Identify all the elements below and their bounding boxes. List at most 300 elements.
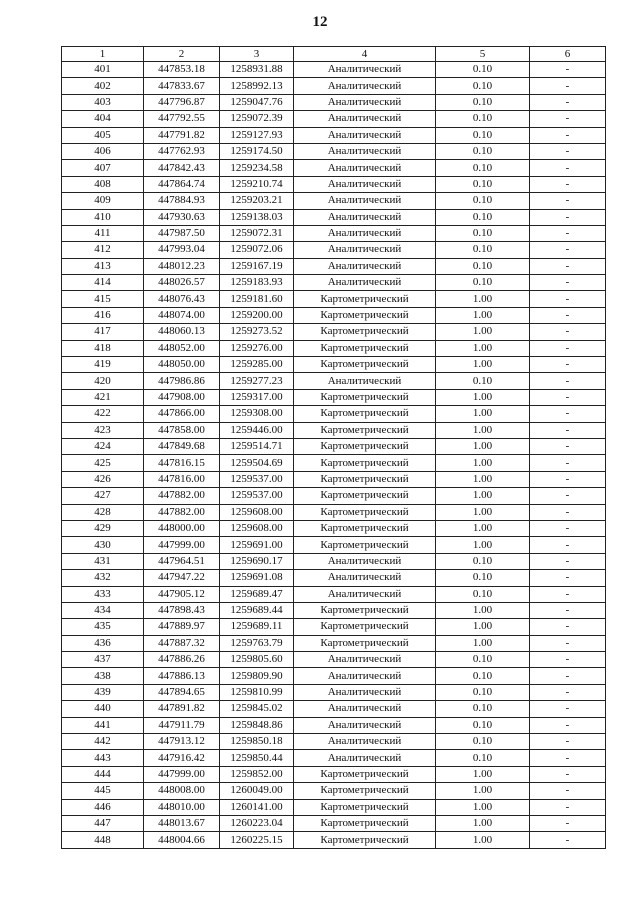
- x-coordinate-cell: 448050.00: [144, 357, 220, 373]
- table-row: [62, 160, 606, 176]
- x-coordinate-cell: 447886.26: [144, 652, 220, 668]
- note-cell: -: [530, 307, 606, 323]
- table-row: [62, 832, 606, 848]
- method-cell: Картометрический: [294, 438, 436, 454]
- x-coordinate-cell: 447964.51: [144, 553, 220, 569]
- accuracy-cell: 0.10: [436, 242, 530, 258]
- table-row: [62, 766, 606, 782]
- y-coordinate-cell: 1259850.44: [220, 750, 294, 766]
- table-row: [62, 176, 606, 192]
- x-coordinate-cell: 448004.66: [144, 832, 220, 848]
- y-coordinate-cell: 1259181.60: [220, 291, 294, 307]
- point-number-cell: 411: [62, 225, 144, 241]
- y-coordinate-cell: 1259504.69: [220, 455, 294, 471]
- accuracy-cell: 0.10: [436, 373, 530, 389]
- note-cell: -: [530, 537, 606, 553]
- note-cell: -: [530, 488, 606, 504]
- point-number-cell: 404: [62, 111, 144, 127]
- table-row: [62, 307, 606, 323]
- accuracy-cell: 0.10: [436, 111, 530, 127]
- table-row: [62, 422, 606, 438]
- table-row: [62, 750, 606, 766]
- note-cell: -: [530, 275, 606, 291]
- point-number-cell: 416: [62, 307, 144, 323]
- point-number-cell: 434: [62, 602, 144, 618]
- y-coordinate-cell: 1260225.15: [220, 832, 294, 848]
- table-row: [62, 652, 606, 668]
- accuracy-cell: 1.00: [436, 520, 530, 536]
- x-coordinate-cell: 448012.23: [144, 258, 220, 274]
- x-coordinate-cell: 447894.65: [144, 684, 220, 700]
- y-coordinate-cell: 1259691.08: [220, 570, 294, 586]
- note-cell: -: [530, 258, 606, 274]
- method-cell: Картометрический: [294, 619, 436, 635]
- y-coordinate-cell: 1259203.21: [220, 193, 294, 209]
- method-cell: Картометрический: [294, 766, 436, 782]
- method-cell: Картометрический: [294, 832, 436, 848]
- point-number-cell: 441: [62, 717, 144, 733]
- x-coordinate-cell: 447905.12: [144, 586, 220, 602]
- y-coordinate-cell: 1259167.19: [220, 258, 294, 274]
- method-cell: Картометрический: [294, 291, 436, 307]
- note-cell: -: [530, 455, 606, 471]
- accuracy-cell: 0.10: [436, 586, 530, 602]
- point-number-cell: 439: [62, 684, 144, 700]
- y-coordinate-cell: 1259446.00: [220, 422, 294, 438]
- point-number-cell: 437: [62, 652, 144, 668]
- x-coordinate-cell: 447849.68: [144, 438, 220, 454]
- y-coordinate-cell: 1259608.00: [220, 504, 294, 520]
- y-coordinate-cell: 1259183.93: [220, 275, 294, 291]
- accuracy-cell: 0.10: [436, 275, 530, 291]
- method-cell: Аналитический: [294, 242, 436, 258]
- x-coordinate-cell: 447792.55: [144, 111, 220, 127]
- accuracy-cell: 1.00: [436, 602, 530, 618]
- x-coordinate-cell: 448052.00: [144, 340, 220, 356]
- table-row: [62, 242, 606, 258]
- method-cell: Аналитический: [294, 160, 436, 176]
- method-cell: Аналитический: [294, 62, 436, 78]
- method-cell: Аналитический: [294, 668, 436, 684]
- header-cell-2: 2: [144, 47, 220, 62]
- x-coordinate-cell: 447816.00: [144, 471, 220, 487]
- header-cell-5: 5: [436, 47, 530, 62]
- accuracy-cell: 1.00: [436, 324, 530, 340]
- note-cell: -: [530, 143, 606, 159]
- y-coordinate-cell: 1259805.60: [220, 652, 294, 668]
- x-coordinate-cell: 447858.00: [144, 422, 220, 438]
- y-coordinate-cell: 1259537.00: [220, 471, 294, 487]
- y-coordinate-cell: 1259689.47: [220, 586, 294, 602]
- table-row: [62, 389, 606, 405]
- table-row: [62, 799, 606, 815]
- x-coordinate-cell: 447987.50: [144, 225, 220, 241]
- method-cell: Аналитический: [294, 553, 436, 569]
- method-cell: Аналитический: [294, 717, 436, 733]
- accuracy-cell: 0.10: [436, 684, 530, 700]
- y-coordinate-cell: 1259691.00: [220, 537, 294, 553]
- note-cell: -: [530, 717, 606, 733]
- accuracy-cell: 1.00: [436, 307, 530, 323]
- method-cell: Аналитический: [294, 734, 436, 750]
- method-cell: Аналитический: [294, 94, 436, 110]
- point-number-cell: 446: [62, 799, 144, 815]
- note-cell: -: [530, 176, 606, 192]
- header-cell-3: 3: [220, 47, 294, 62]
- point-number-cell: 418: [62, 340, 144, 356]
- x-coordinate-cell: 447796.87: [144, 94, 220, 110]
- note-cell: -: [530, 438, 606, 454]
- accuracy-cell: 0.10: [436, 193, 530, 209]
- note-cell: -: [530, 701, 606, 717]
- header-cell-4: 4: [294, 47, 436, 62]
- x-coordinate-cell: 448074.00: [144, 307, 220, 323]
- x-coordinate-cell: 448060.13: [144, 324, 220, 340]
- y-coordinate-cell: 1259210.74: [220, 176, 294, 192]
- point-number-cell: 415: [62, 291, 144, 307]
- table-row: [62, 815, 606, 831]
- method-cell: Аналитический: [294, 586, 436, 602]
- table-row: [62, 94, 606, 110]
- table-row: [62, 111, 606, 127]
- table-row: [62, 570, 606, 586]
- x-coordinate-cell: 448010.00: [144, 799, 220, 815]
- y-coordinate-cell: 1259810.99: [220, 684, 294, 700]
- method-cell: Картометрический: [294, 307, 436, 323]
- y-coordinate-cell: 1259848.86: [220, 717, 294, 733]
- table-row: [62, 291, 606, 307]
- method-cell: Аналитический: [294, 652, 436, 668]
- table-row: [62, 143, 606, 159]
- x-coordinate-cell: 448013.67: [144, 815, 220, 831]
- coordinates-table: [61, 46, 606, 849]
- method-cell: Аналитический: [294, 750, 436, 766]
- note-cell: -: [530, 406, 606, 422]
- point-number-cell: 432: [62, 570, 144, 586]
- point-number-cell: 427: [62, 488, 144, 504]
- point-number-cell: 435: [62, 619, 144, 635]
- table-row: [62, 701, 606, 717]
- note-cell: -: [530, 193, 606, 209]
- method-cell: Аналитический: [294, 111, 436, 127]
- method-cell: Картометрический: [294, 389, 436, 405]
- y-coordinate-cell: 1259072.31: [220, 225, 294, 241]
- point-number-cell: 410: [62, 209, 144, 225]
- y-coordinate-cell: 1258992.13: [220, 78, 294, 94]
- accuracy-cell: 1.00: [436, 389, 530, 405]
- point-number-cell: 420: [62, 373, 144, 389]
- point-number-cell: 423: [62, 422, 144, 438]
- accuracy-cell: 0.10: [436, 570, 530, 586]
- accuracy-cell: 1.00: [436, 422, 530, 438]
- accuracy-cell: 1.00: [436, 488, 530, 504]
- x-coordinate-cell: 447891.82: [144, 701, 220, 717]
- y-coordinate-cell: 1259072.06: [220, 242, 294, 258]
- point-number-cell: 424: [62, 438, 144, 454]
- note-cell: -: [530, 619, 606, 635]
- y-coordinate-cell: 1259852.00: [220, 766, 294, 782]
- y-coordinate-cell: 1259608.00: [220, 520, 294, 536]
- point-number-cell: 431: [62, 553, 144, 569]
- method-cell: Картометрический: [294, 799, 436, 815]
- y-coordinate-cell: 1258931.88: [220, 62, 294, 78]
- accuracy-cell: 1.00: [436, 815, 530, 831]
- y-coordinate-cell: 1259273.52: [220, 324, 294, 340]
- note-cell: -: [530, 127, 606, 143]
- y-coordinate-cell: 1259317.00: [220, 389, 294, 405]
- table-row: [62, 471, 606, 487]
- accuracy-cell: 1.00: [436, 471, 530, 487]
- note-cell: -: [530, 602, 606, 618]
- accuracy-cell: 1.00: [436, 406, 530, 422]
- method-cell: Картометрический: [294, 406, 436, 422]
- accuracy-cell: 1.00: [436, 357, 530, 373]
- table-row: [62, 619, 606, 635]
- x-coordinate-cell: 447887.32: [144, 635, 220, 651]
- method-cell: Картометрический: [294, 324, 436, 340]
- table-row: [62, 193, 606, 209]
- method-cell: Аналитический: [294, 373, 436, 389]
- accuracy-cell: 1.00: [436, 537, 530, 553]
- method-cell: Аналитический: [294, 127, 436, 143]
- point-number-cell: 425: [62, 455, 144, 471]
- accuracy-cell: 0.10: [436, 668, 530, 684]
- method-cell: Аналитический: [294, 701, 436, 717]
- x-coordinate-cell: 447882.00: [144, 504, 220, 520]
- table-row: [62, 225, 606, 241]
- note-cell: -: [530, 799, 606, 815]
- note-cell: -: [530, 734, 606, 750]
- x-coordinate-cell: 447898.43: [144, 602, 220, 618]
- note-cell: -: [530, 783, 606, 799]
- table-row: [62, 209, 606, 225]
- table-row: [62, 373, 606, 389]
- y-coordinate-cell: 1259138.03: [220, 209, 294, 225]
- x-coordinate-cell: 447911.79: [144, 717, 220, 733]
- table-row: [62, 78, 606, 94]
- accuracy-cell: 0.10: [436, 176, 530, 192]
- x-coordinate-cell: 447986.86: [144, 373, 220, 389]
- table-row: [62, 520, 606, 536]
- y-coordinate-cell: 1259276.00: [220, 340, 294, 356]
- accuracy-cell: 1.00: [436, 438, 530, 454]
- point-number-cell: 412: [62, 242, 144, 258]
- note-cell: -: [530, 684, 606, 700]
- point-number-cell: 445: [62, 783, 144, 799]
- accuracy-cell: 0.10: [436, 62, 530, 78]
- x-coordinate-cell: 447886.13: [144, 668, 220, 684]
- method-cell: Картометрический: [294, 422, 436, 438]
- method-cell: Аналитический: [294, 78, 436, 94]
- method-cell: Аналитический: [294, 193, 436, 209]
- point-number-cell: 426: [62, 471, 144, 487]
- y-coordinate-cell: 1259689.11: [220, 619, 294, 635]
- x-coordinate-cell: 448000.00: [144, 520, 220, 536]
- method-cell: Картометрический: [294, 488, 436, 504]
- y-coordinate-cell: 1259845.02: [220, 701, 294, 717]
- point-number-cell: 447: [62, 815, 144, 831]
- y-coordinate-cell: 1259763.79: [220, 635, 294, 651]
- accuracy-cell: 0.10: [436, 258, 530, 274]
- y-coordinate-cell: 1259285.00: [220, 357, 294, 373]
- x-coordinate-cell: 447762.93: [144, 143, 220, 159]
- note-cell: -: [530, 78, 606, 94]
- point-number-cell: 428: [62, 504, 144, 520]
- note-cell: -: [530, 111, 606, 127]
- table-row: [62, 734, 606, 750]
- note-cell: -: [530, 832, 606, 848]
- point-number-cell: 436: [62, 635, 144, 651]
- accuracy-cell: 1.00: [436, 291, 530, 307]
- y-coordinate-cell: 1259689.44: [220, 602, 294, 618]
- y-coordinate-cell: 1259308.00: [220, 406, 294, 422]
- table-row: [62, 455, 606, 471]
- x-coordinate-cell: 447889.97: [144, 619, 220, 635]
- note-cell: -: [530, 340, 606, 356]
- table-row: [62, 717, 606, 733]
- method-cell: Аналитический: [294, 258, 436, 274]
- accuracy-cell: 1.00: [436, 766, 530, 782]
- table-row: [62, 635, 606, 651]
- x-coordinate-cell: 448008.00: [144, 783, 220, 799]
- method-cell: Картометрический: [294, 504, 436, 520]
- point-number-cell: 403: [62, 94, 144, 110]
- x-coordinate-cell: 447864.74: [144, 176, 220, 192]
- accuracy-cell: 0.10: [436, 734, 530, 750]
- note-cell: -: [530, 357, 606, 373]
- note-cell: -: [530, 373, 606, 389]
- method-cell: Картометрический: [294, 520, 436, 536]
- accuracy-cell: 0.10: [436, 160, 530, 176]
- note-cell: -: [530, 750, 606, 766]
- method-cell: Картометрический: [294, 455, 436, 471]
- method-cell: Картометрический: [294, 783, 436, 799]
- point-number-cell: 442: [62, 734, 144, 750]
- accuracy-cell: 0.10: [436, 78, 530, 94]
- accuracy-cell: 1.00: [436, 455, 530, 471]
- note-cell: -: [530, 504, 606, 520]
- y-coordinate-cell: 1260223.04: [220, 815, 294, 831]
- x-coordinate-cell: 447993.04: [144, 242, 220, 258]
- point-number-cell: 405: [62, 127, 144, 143]
- method-cell: Аналитический: [294, 176, 436, 192]
- method-cell: Аналитический: [294, 209, 436, 225]
- table-row: [62, 668, 606, 684]
- point-number-cell: 407: [62, 160, 144, 176]
- accuracy-cell: 1.00: [436, 340, 530, 356]
- point-number-cell: 443: [62, 750, 144, 766]
- point-number-cell: 429: [62, 520, 144, 536]
- accuracy-cell: 1.00: [436, 619, 530, 635]
- y-coordinate-cell: 1259047.76: [220, 94, 294, 110]
- table-row: [62, 684, 606, 700]
- x-coordinate-cell: 447833.67: [144, 78, 220, 94]
- table-row: [62, 62, 606, 78]
- method-cell: Аналитический: [294, 684, 436, 700]
- y-coordinate-cell: 1259537.00: [220, 488, 294, 504]
- note-cell: -: [530, 520, 606, 536]
- table-row: [62, 586, 606, 602]
- accuracy-cell: 0.10: [436, 717, 530, 733]
- note-cell: -: [530, 62, 606, 78]
- x-coordinate-cell: 447866.00: [144, 406, 220, 422]
- table-row: [62, 553, 606, 569]
- point-number-cell: 406: [62, 143, 144, 159]
- table-row: [62, 406, 606, 422]
- y-coordinate-cell: 1260049.00: [220, 783, 294, 799]
- y-coordinate-cell: 1259514.71: [220, 438, 294, 454]
- table-row: [62, 340, 606, 356]
- table-row: [62, 783, 606, 799]
- x-coordinate-cell: 447916.42: [144, 750, 220, 766]
- point-number-cell: 402: [62, 78, 144, 94]
- x-coordinate-cell: 447947.22: [144, 570, 220, 586]
- accuracy-cell: 0.10: [436, 209, 530, 225]
- note-cell: -: [530, 570, 606, 586]
- note-cell: -: [530, 94, 606, 110]
- point-number-cell: 419: [62, 357, 144, 373]
- note-cell: -: [530, 324, 606, 340]
- accuracy-cell: 1.00: [436, 832, 530, 848]
- accuracy-cell: 0.10: [436, 701, 530, 717]
- note-cell: -: [530, 815, 606, 831]
- x-coordinate-cell: 447842.43: [144, 160, 220, 176]
- table-row: [62, 127, 606, 143]
- point-number-cell: 433: [62, 586, 144, 602]
- method-cell: Аналитический: [294, 143, 436, 159]
- accuracy-cell: 0.10: [436, 553, 530, 569]
- point-number-cell: 444: [62, 766, 144, 782]
- table-row: [62, 602, 606, 618]
- accuracy-cell: 0.10: [436, 127, 530, 143]
- note-cell: -: [530, 471, 606, 487]
- accuracy-cell: 0.10: [436, 750, 530, 766]
- table-row: [62, 488, 606, 504]
- header-cell-6: 6: [530, 47, 606, 62]
- note-cell: -: [530, 160, 606, 176]
- method-cell: Аналитический: [294, 275, 436, 291]
- x-coordinate-cell: 447999.00: [144, 537, 220, 553]
- method-cell: Аналитический: [294, 225, 436, 241]
- table-row: [62, 324, 606, 340]
- table-row: [62, 357, 606, 373]
- method-cell: Картометрический: [294, 815, 436, 831]
- method-cell: Картометрический: [294, 537, 436, 553]
- point-number-cell: 448: [62, 832, 144, 848]
- x-coordinate-cell: 447884.93: [144, 193, 220, 209]
- y-coordinate-cell: 1259850.18: [220, 734, 294, 750]
- accuracy-cell: 1.00: [436, 635, 530, 651]
- point-number-cell: 421: [62, 389, 144, 405]
- x-coordinate-cell: 447908.00: [144, 389, 220, 405]
- note-cell: -: [530, 209, 606, 225]
- method-cell: Картометрический: [294, 357, 436, 373]
- table-row: [62, 275, 606, 291]
- y-coordinate-cell: 1259200.00: [220, 307, 294, 323]
- note-cell: -: [530, 553, 606, 569]
- accuracy-cell: 0.10: [436, 652, 530, 668]
- x-coordinate-cell: 447913.12: [144, 734, 220, 750]
- note-cell: -: [530, 225, 606, 241]
- point-number-cell: 408: [62, 176, 144, 192]
- note-cell: -: [530, 766, 606, 782]
- note-cell: -: [530, 668, 606, 684]
- y-coordinate-cell: 1259234.58: [220, 160, 294, 176]
- x-coordinate-cell: 447999.00: [144, 766, 220, 782]
- point-number-cell: 417: [62, 324, 144, 340]
- x-coordinate-cell: 447853.18: [144, 62, 220, 78]
- point-number-cell: 422: [62, 406, 144, 422]
